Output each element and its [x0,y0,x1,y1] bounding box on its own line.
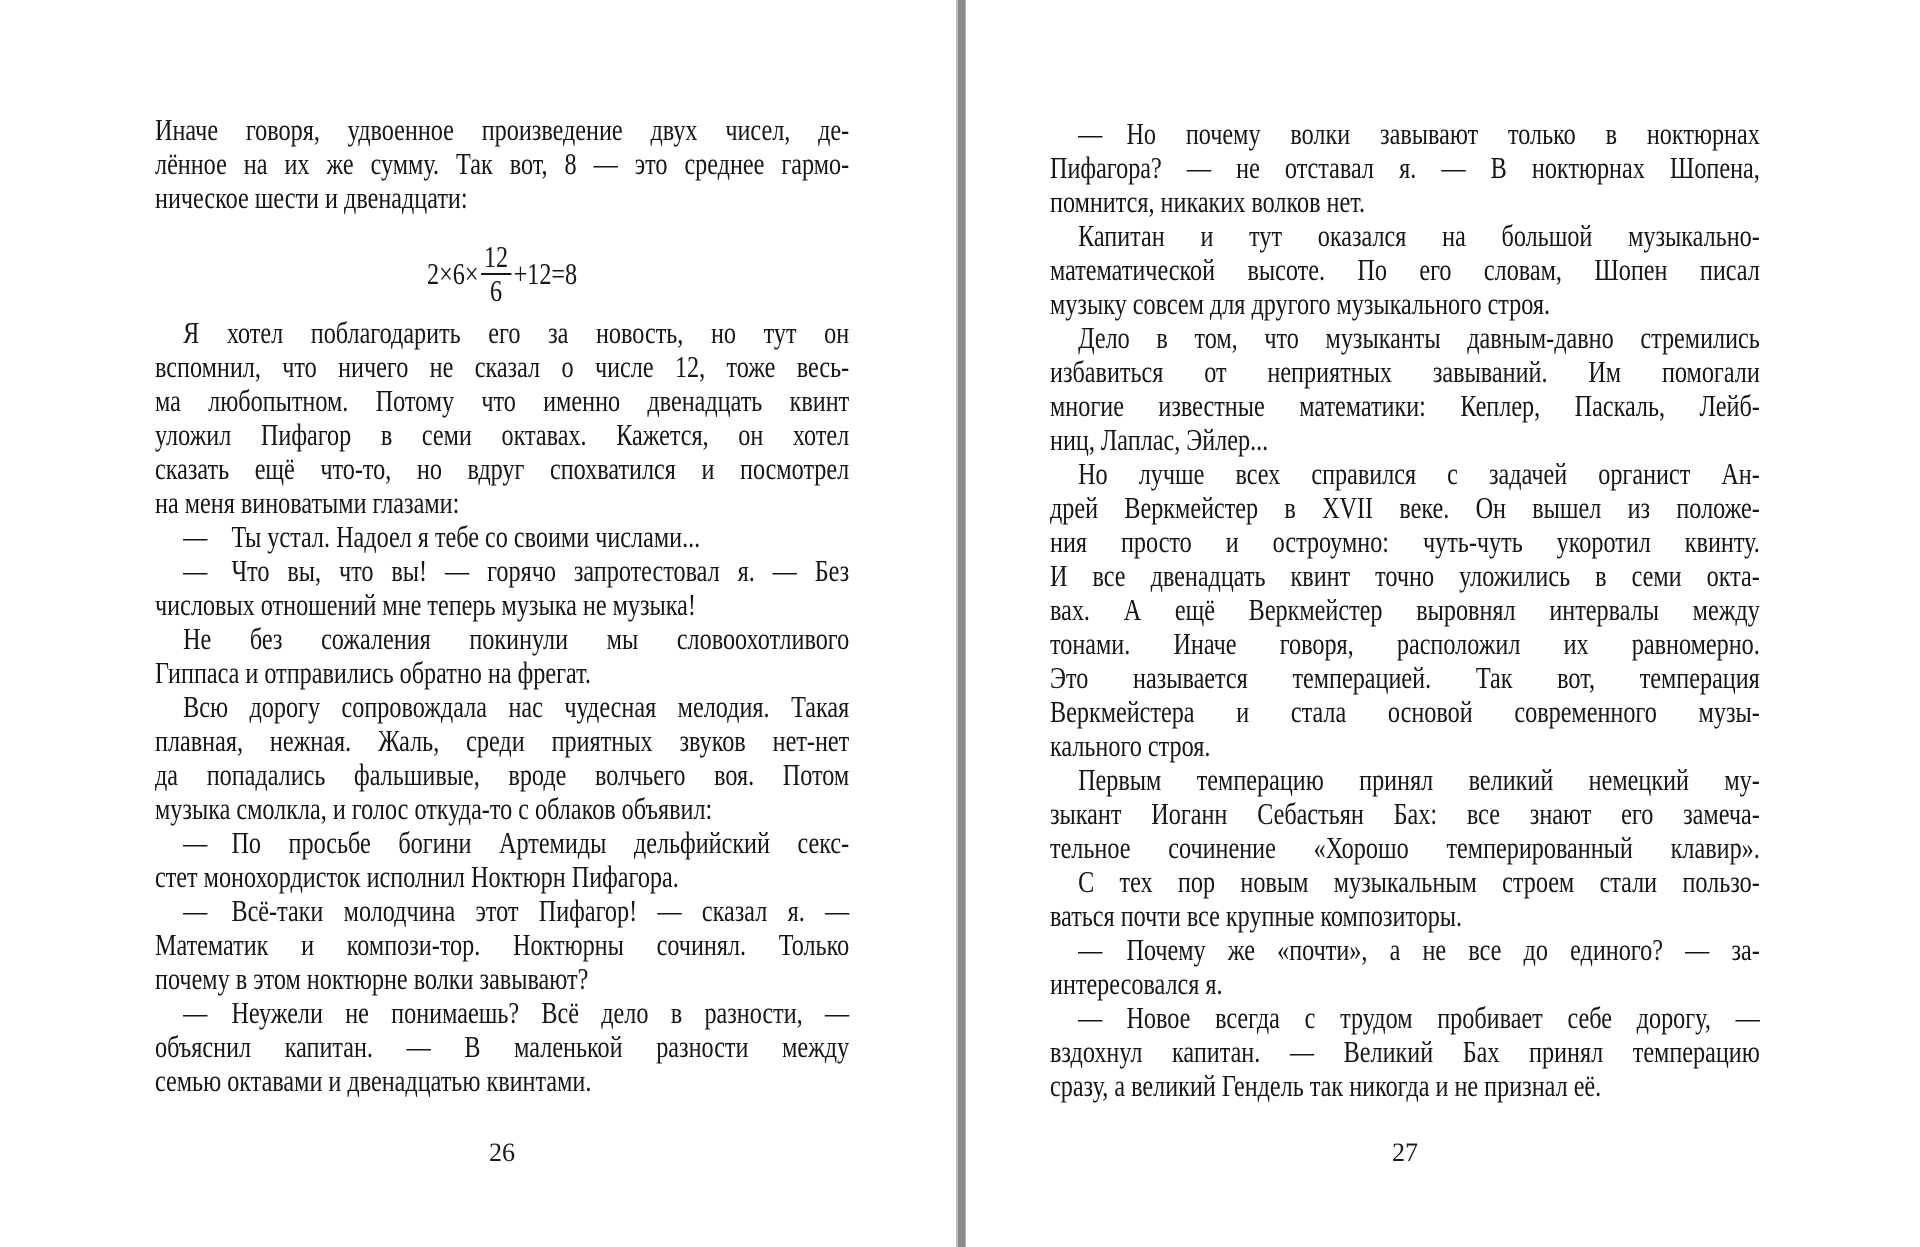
text-line: тонами. Иначе говоря, расположил их равномерно. [1050,626,1760,661]
text-line: Капитан и тут оказался на большой музыкально- [1078,218,1760,253]
text-line: Но лучше всех справился с задачей органист Ан- [1078,456,1760,491]
text-line: сказать ещё что-то, но вдруг спохватился и посмотрел [155,451,850,486]
text-line: ниц, Лаплас, Эйлер... [1050,422,1269,457]
text-line: Гиппаса и отправились обратно на фрегат. [155,655,591,690]
text-line: ническое шести и двенадцати: [155,180,468,215]
text-line: — По просьбе богини Артемиды дельфийский секс- [183,825,850,860]
text-line: многие известные математики: Кеплер, Паскаль, Лейб- [1050,388,1760,423]
formula-denominator: 6 [490,273,503,308]
text-line: Первым темперацию принял великий немецкий му- [1078,762,1760,797]
text-line: почему в этом ноктюрне волки завывают? [155,961,589,996]
text-line: числовых отношений мне теперь музыка не музыка! [155,587,696,622]
text-line: — Новое всегда с трудом пробивает себе дорогу, — [1078,1000,1760,1035]
text-line: музыка смолкла, и голос откуда-то с облаков объявил: [155,791,713,826]
text-line: ния просто и остроумно: чуть-чуть укоротил квинту. [1050,524,1760,559]
text-line: кального строя. [1050,728,1211,763]
formula-expression [427,241,577,306]
text-line: С тех пор новым музыкальным строем стали пользо- [1078,864,1760,899]
page-right [1050,117,1760,1103]
text-line: помнится, никаких волков нет. [1050,184,1366,219]
text-line: избавиться от неприятных завываний. Им помогали [1050,354,1760,389]
text-line: — Но почему волки завывают только в ноктюрнах [1078,116,1760,151]
formula-rhs: +12=8 [513,255,578,291]
text-line: плавная, нежная. Жаль, среди приятных звуков нет-нет [155,723,850,758]
text-line: — Что вы, что вы! — горячо запротестовал я. — Без [183,553,850,588]
text-line: семью октавами и двенадцатью квинтами. [155,1063,592,1098]
text-line: Пифагора? — не отставал я. — В ноктюрнах Шопена, [1050,150,1760,185]
text-line: стет монохордисток исполнил Ноктюрн Пифагора. [155,859,679,894]
text-line: Не без сожаления покинули мы словоохотливого [183,621,850,656]
text-line: лённое на их же сумму. Так вот, 8 — это среднее гармо- [155,146,850,181]
text-line: вах. А ещё Веркмейстер выровнял интервалы между [1050,592,1760,627]
text-line: музыку совсем для другого музыкального строя. [1050,286,1551,321]
page-left [155,113,849,1098]
text-line: — Всё-таки молодчина этот Пифагор! — сказал я. — [183,893,850,928]
formula-fraction [481,241,511,306]
text-line: Я хотел поблагодарить его за новость, но тут он [183,315,850,350]
formula-lhs: 2×6× [427,255,479,291]
text-line: зыкант Иоганн Себастьян Бах: все знают его замеча- [1050,796,1760,831]
formula-numerator: 12 [481,241,511,275]
formula [155,241,849,306]
text-line: сразу, а великий Гендель так никогда и не признал её. [1050,1068,1602,1103]
text-line: ма любопытном. Потому что именно двенадцать квинт [155,383,850,418]
text-line: Иначе говоря, удвоенное произведение двух чисел, де- [155,112,850,147]
text-line: вспомнил, что ничего не сказал о числе 12, тоже весь- [155,349,850,384]
text-line: Веркмейстера и стала основой современного музы- [1050,694,1760,729]
page-number: 27 [1392,1138,1418,1167]
text-line: И все двенадцать квинт точно уложились в семи окта- [1050,558,1760,593]
text-line: Дело в том, что музыканты давным-давно стремились [1078,320,1760,355]
text-line: — Неужели не понимаешь? Всё дело в разности, — [183,995,850,1030]
text-line: да попадались фальшивые, вроде волчьего воя. Потом [155,757,850,792]
text-line: тельное сочинение «Хорошо темперированный клавир». [1050,830,1760,865]
text-line: на меня виноватыми глазами: [155,485,460,520]
text-line: Всю дорогу сопровождала нас чудесная мелодия. Такая [183,689,850,724]
text-line: вздохнул капитан. — Великий Бах принял темперацию [1050,1034,1760,1069]
text-line: математической высоте. По его словам, Шопен писал [1050,252,1760,287]
text-line: ваться почти все крупные композиторы. [1050,898,1463,933]
page-divider [956,0,966,1247]
page-number: 26 [489,1138,515,1167]
text-line: Математик и компози-тор. Ноктюрны сочинял. Только [155,927,850,962]
text-line: — Ты устал. Надоел я тебе со своими числами... [183,519,701,554]
text-line: дрей Веркмейстер в XVII веке. Он вышел из положе- [1050,490,1760,525]
text-line: — Почему же «почти», а не все до единого? — за- [1078,932,1760,967]
text-line: интересовался я. [1050,966,1223,1001]
text-line: объяснил капитан. — В маленькой разности между [155,1029,850,1064]
text-line: уложил Пифагор в семи октавах. Кажется, он хотел [155,417,850,452]
text-line: Это называется темперацией. Так вот, темперация [1050,660,1760,695]
